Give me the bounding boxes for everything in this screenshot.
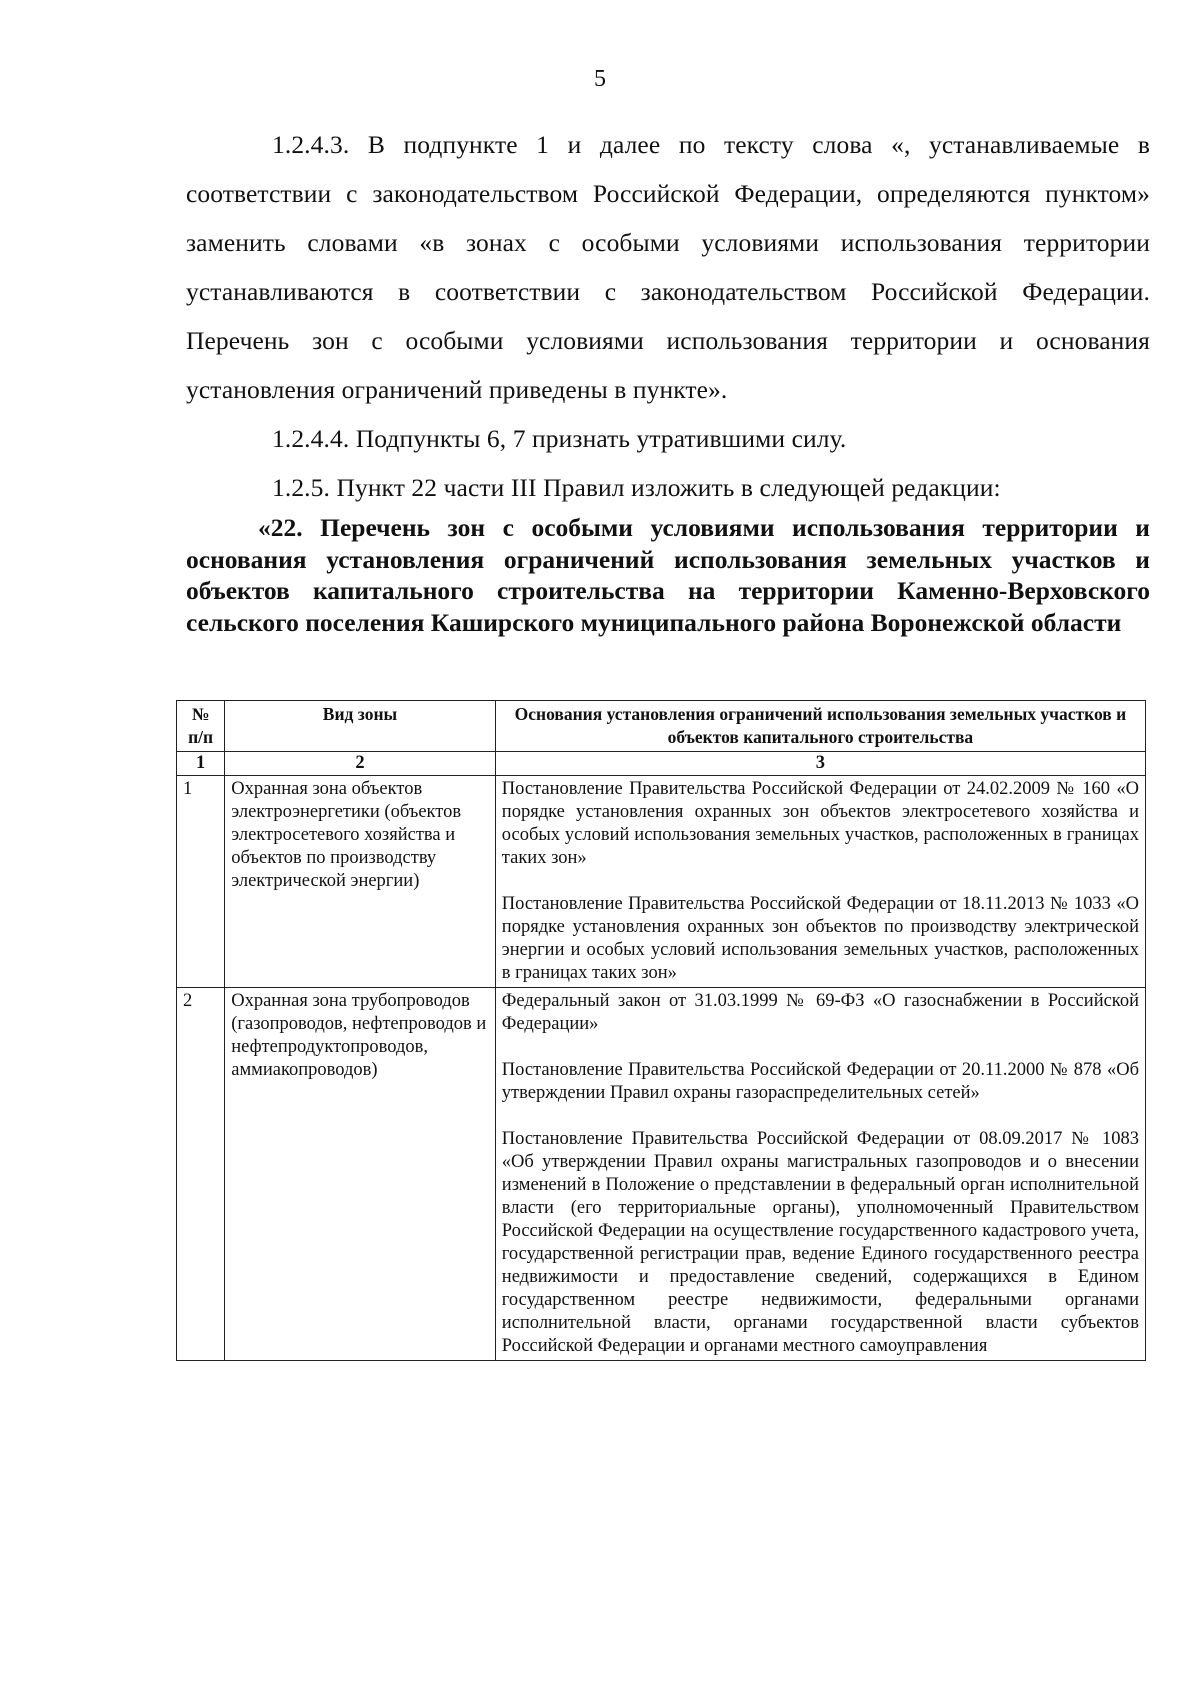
column-number: 2 — [225, 752, 496, 776]
zone-name-cell — [225, 988, 496, 1361]
legal-document: Постановление Правительства Российской Федерации от 08.09.2017 № 1083 «Об утверждении Правил охраны магистральных газопроводов и о внесении изменений в Положение о представлении в федеральный орган исполнительной власти (его территориальные органы), уполномоченный Правительством Российской Федерации на осуществление государственного кадастрового учета, государственной регистрации прав, ведение Единого государственного реестра недвижимости и предоставление сведений, содержащихся в Едином государственном реестре недвижимости, федеральными органами исполнительной власти, органами государственной власти субъектов Российской Федерации и органами местного самоуправления — [501, 1129, 1139, 1356]
row-number: 1 — [177, 776, 225, 988]
grounds-cell — [495, 776, 1145, 988]
page-number: 5 — [594, 66, 606, 92]
paragraph-1-2-4-3: 1.2.4.3. В подпункте 1 и далее по тексту слова «, устанавливаемые в соответствии с законодательством Российской Федерации, определяются пунктом» заменить словами «в зонах с особыми условиями использования территории устанавливаются в соответствии с законодательством Российской Федерации. Перечень зон с особыми условиями использования территории и основания установления ограничений приведены в пункте». — [186, 130, 1150, 404]
table-row — [177, 988, 1146, 1361]
paragraph-1-2-4-4: 1.2.4.4. Подпункты 6, 7 признать утратившими силу. — [272, 424, 847, 453]
table-row — [177, 776, 1146, 988]
section-22-heading: «22. Перечень зон с особыми условиями использования территории и основания установления ограничений использования земельных участков и объектов капитального строительства на территории Каменно-Верховского сельского поселения Каширского муниципального района Воронежской области — [186, 513, 1150, 637]
zone-name: Охранная зона объектов электроэнергетики (объектов электросетевого хозяйства и объектов по производству электрической энергии) — [231, 779, 462, 891]
table-header-row — [177, 701, 1146, 752]
legal-document: Постановление Правительства Российской Федерации от 20.11.2000 № 878 «Об утверждении Правил охраны газораспределительных сетей» — [501, 1060, 1139, 1103]
row-number: 2 — [177, 988, 225, 1361]
header-zone-type: Вид зоны — [225, 701, 496, 752]
document-body — [186, 120, 1150, 664]
column-number: 3 — [495, 752, 1145, 776]
column-number-row — [177, 752, 1146, 776]
column-number: 1 — [177, 752, 225, 776]
legal-document: Постановление Правительства Российской Федерации от 18.11.2013 № 1033 «О порядке установления охранных зон объектов по производству электрической энергии и особых условий использования земельных участков, расположенных в границах таких зон» — [501, 894, 1139, 983]
zone-name: Охранная зона трубопроводов (газопроводов, нефтепроводов и нефтепродуктопроводов, аммиакопроводов) — [231, 991, 487, 1080]
paragraph-1-2-5: 1.2.5. Пункт 22 части III Правил изложить в следующей редакции: — [272, 473, 1001, 502]
zones-table — [176, 700, 1146, 1361]
legal-document: Постановление Правительства Российской Федерации от 24.02.2009 № 160 «О порядке установления охранных зон объектов электросетевого хозяйства и особых условий использования земельных участков, расположенных в границах таких зон» — [501, 779, 1139, 868]
legal-document: Федеральный закон от 31.03.1999 № 69-ФЗ «О газоснабжении в Российской Федерации» — [501, 991, 1139, 1034]
header-grounds: Основания установления ограничений использования земельных участков и объектов капитального строительства — [495, 701, 1145, 752]
grounds-cell — [495, 988, 1145, 1361]
header-number: № п/п — [177, 701, 225, 752]
zone-name-cell — [225, 776, 496, 988]
